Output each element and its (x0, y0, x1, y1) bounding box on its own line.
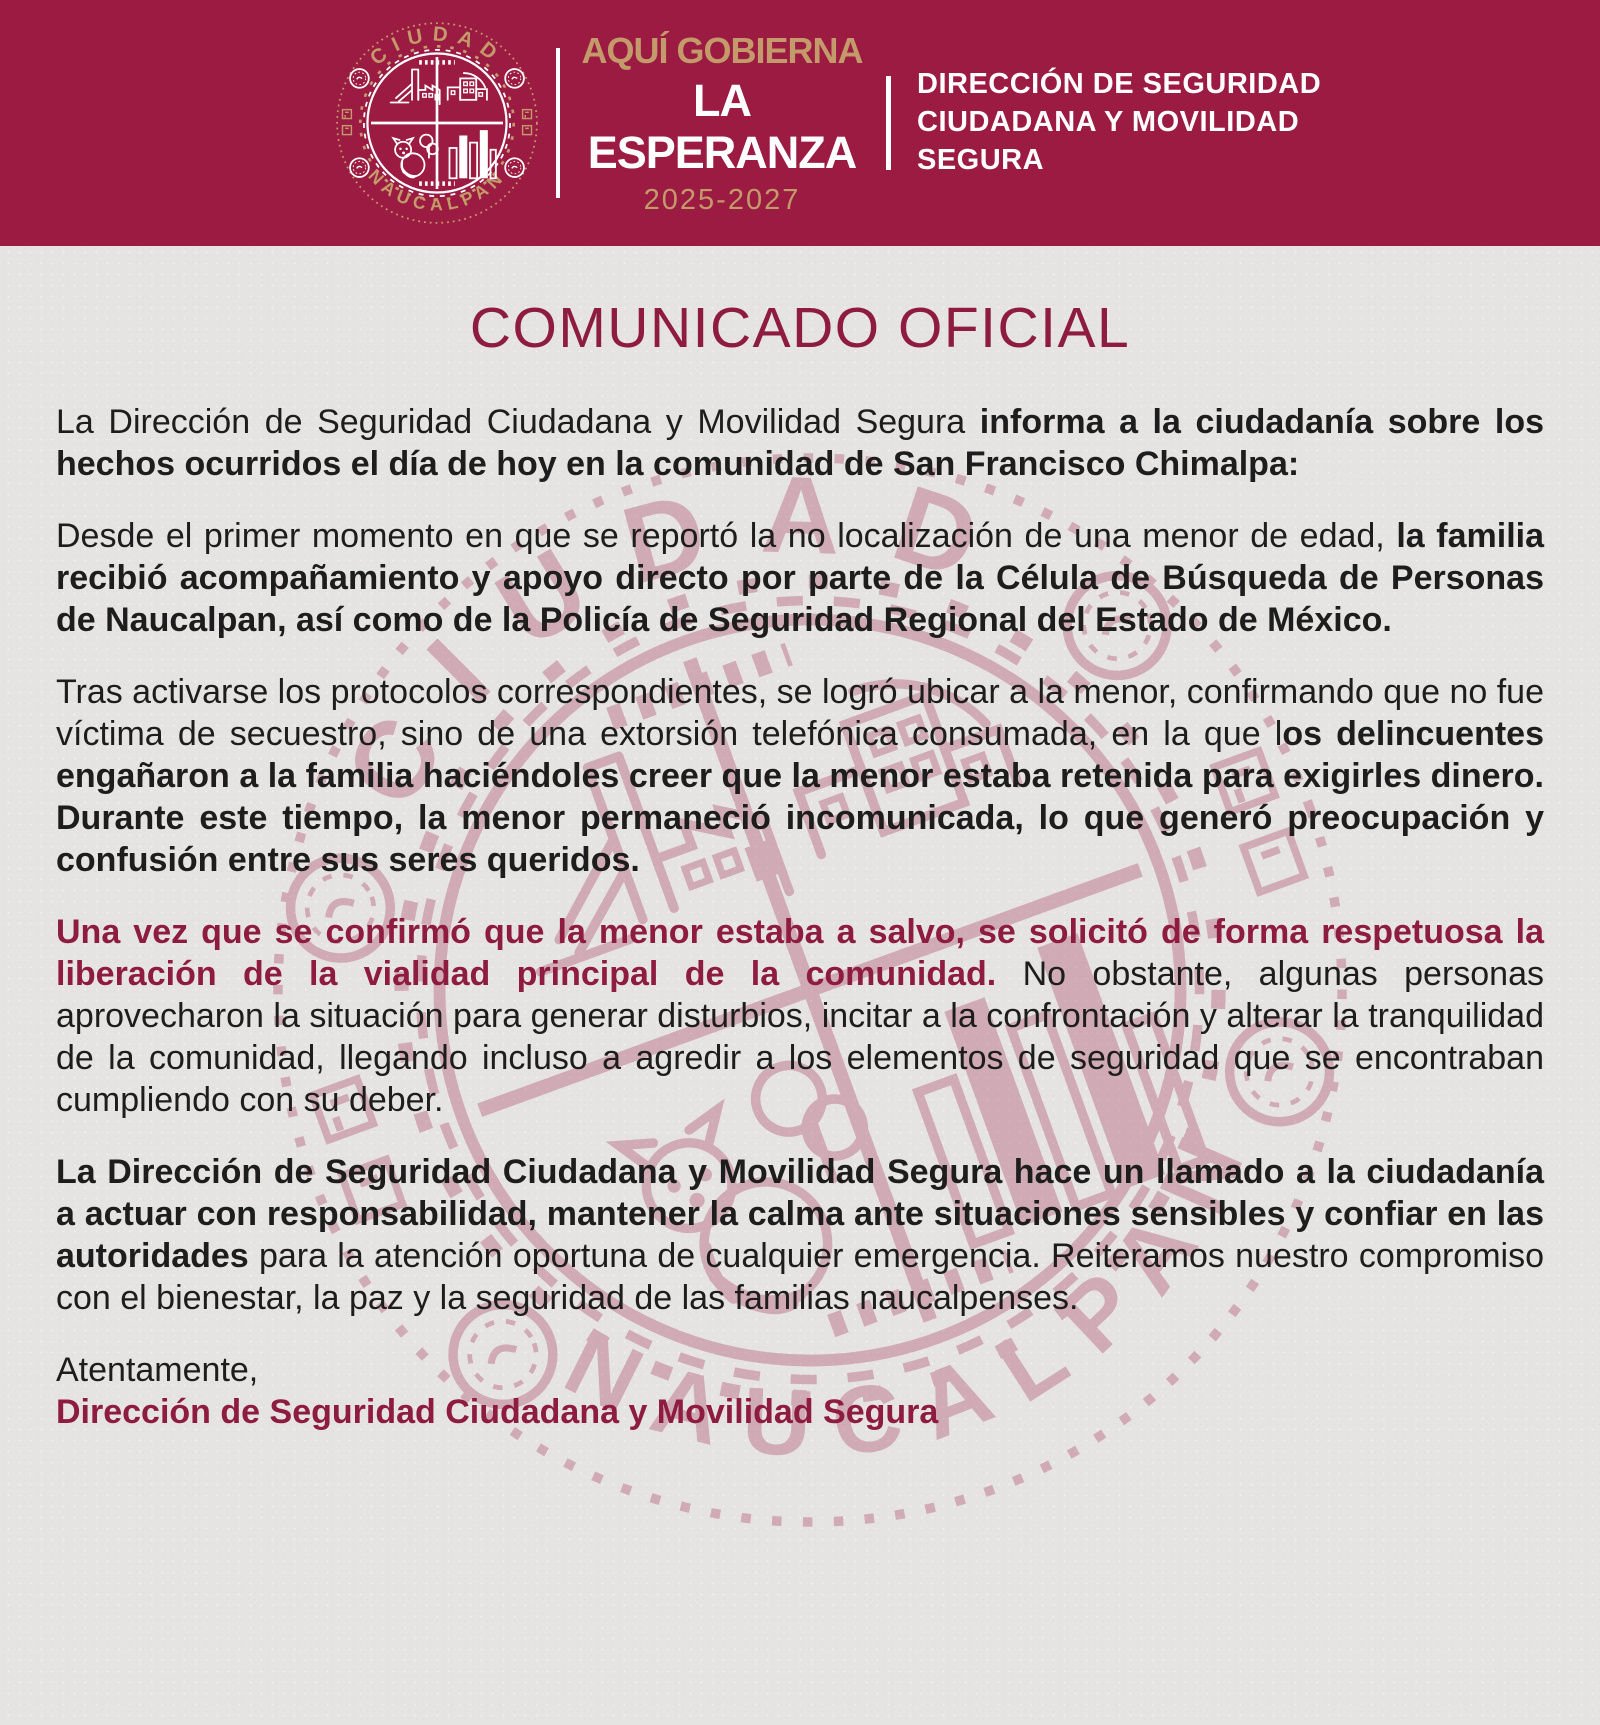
paragraph-segment: informa a la ciudadanía sobre los hechos ocurridos el día de hoy en la comunidad de San Francisco Chimalpa: (56, 403, 1544, 483)
header-banner (0, 0, 1600, 246)
statement-body (0, 296, 1600, 1433)
city-seal-logo (330, 16, 544, 230)
paragraph-segment: os delincuentes engañaron a la familia haciéndoles creer que la menor estaba retenida para exigirles dinero. Durante este tiempo, la menor permaneció incomunicada, lo que generó preocupación y confusión entre sus seres queridos. (56, 715, 1544, 879)
statement-paragraphs (56, 401, 1544, 1319)
statement-paragraph (56, 671, 1544, 881)
department-name: DIRECCIÓN DE SEGURIDAD CIUDADANA Y MOVILIDAD SEGURA (917, 68, 1322, 176)
header-divider-2 (886, 76, 891, 170)
government-slogan (572, 30, 872, 217)
statement-title: COMUNICADO OFICIAL (469, 296, 1131, 360)
paragraph-segment: La Dirección de Seguridad Ciudadana y Movilidad Segura (56, 403, 980, 441)
slogan-line-1: AQUÍ GOBIERNA (581, 29, 863, 71)
paragraph-segment: La Dirección de Seguridad Ciudadana y Movilidad Segura hace un llamado a la ciudadanía a actuar con responsabilidad, mantener la calma ante situaciones sensibles y confiar en las autoridades (56, 1153, 1544, 1275)
slogan-years: 2025-2027 (643, 183, 801, 216)
statement-paragraph (56, 911, 1544, 1121)
paragraph-segment: Una vez que se confirmó que la menor estaba a salvo, se solicitó de forma respetuosa la liberación de la vialidad principal de la comunidad. (56, 913, 1544, 993)
closing-line: Atentamente, (56, 1351, 259, 1389)
statement-paragraph (56, 1151, 1544, 1319)
paragraph-segment: Tras activarse los protocolos correspondientes, se logró ubicar a la menor, confirmando que no fue víctima de secuestro, sino de una extorsión telefónica consumada, en la que l (56, 673, 1544, 753)
paragraph-segment: No obstante, algunas personas aprovecharon la situación para generar disturbios, incitar a la confrontación y alterar la tranquilidad de la comunidad, llegando incluso a agredir a los elementos de seguridad que se encontraban cumpliendo con su deber. (56, 955, 1544, 1119)
paragraph-segment: para la atención oportuna de cualquier emergencia. Reiteramos nuestro compromiso con el bienestar, la paz y la seguridad de las familias naucalpenses. (56, 1237, 1544, 1317)
header-divider-1 (556, 48, 560, 198)
city-seal-icon (330, 16, 544, 230)
paragraph-segment: Desde el primer momento en que se reportó la no localización de una menor de edad, (56, 517, 1397, 555)
statement-paragraph (56, 401, 1544, 485)
paragraph-segment: la familia recibió acompañamiento y apoyo directo por parte de la Célula de Búsqueda de Personas de Naucalpan, así como de la Policía de Seguridad Regional del Estado de México. (56, 517, 1545, 639)
statement-paragraph (56, 515, 1544, 641)
signature-line: Dirección de Seguridad Ciudadana y Movilidad Segura (56, 1393, 939, 1431)
slogan-line-2: LA ESPERANZA (587, 74, 857, 178)
